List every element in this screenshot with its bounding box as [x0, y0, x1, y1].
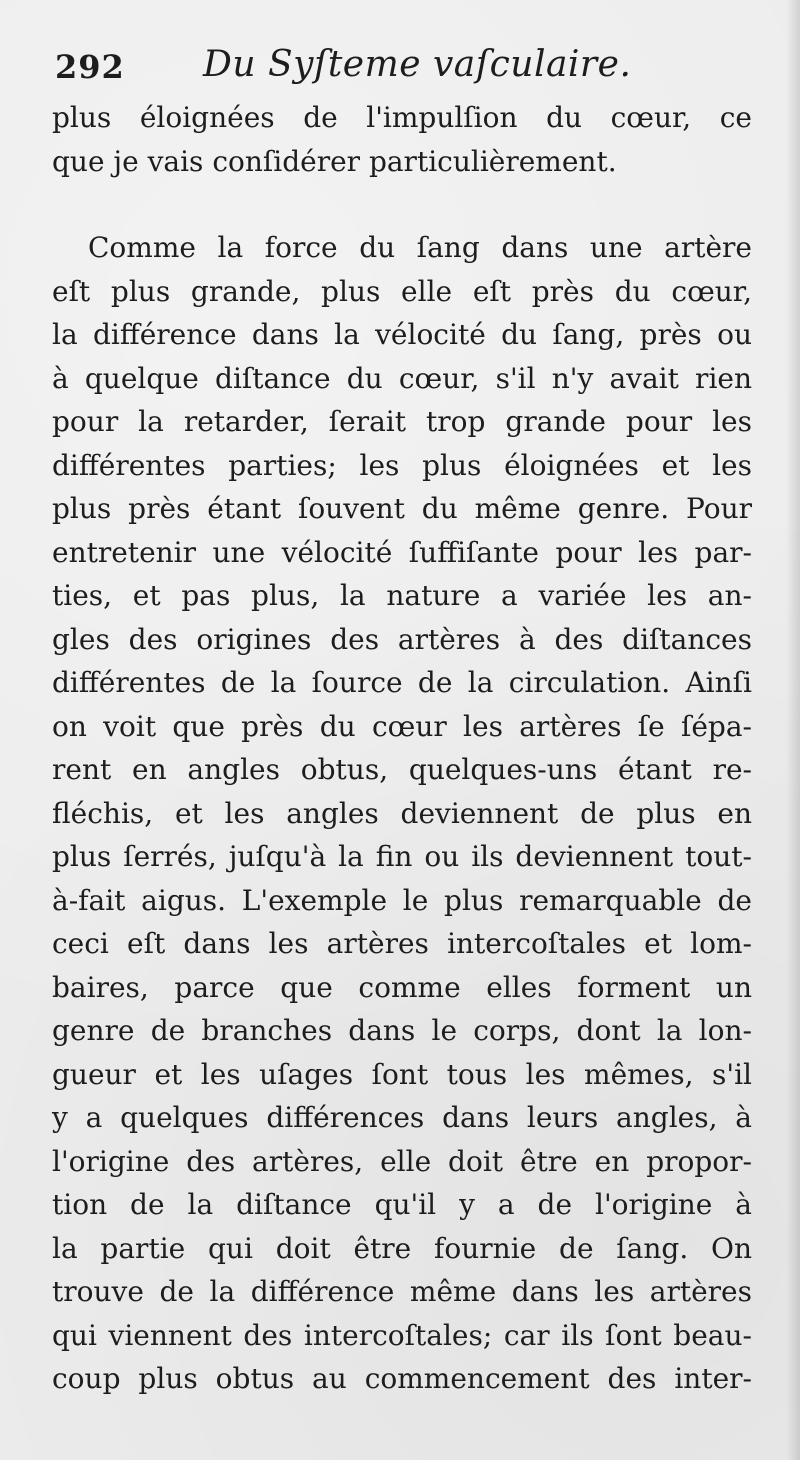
text-line: eſt plus grande, plus elle eſt près du cœur, — [52, 274, 752, 308]
running-title: Du Syſteme vaſculaire. — [203, 44, 632, 85]
text-line: rent en angles obtus, quelques-uns étant re- — [52, 753, 752, 786]
text-line: plus éloignées de l'impulſion du cœur, ce — [52, 101, 752, 134]
page-edge-shadow — [786, 0, 800, 1460]
page-number: 292 — [55, 48, 125, 86]
text-line: entretenir une vélocité ſuffiſante pour les par- — [52, 535, 752, 569]
body-text — [52, 96, 752, 1401]
text-line: qui viennent des intercoſtales; car ils ſont beau- — [52, 1318, 752, 1352]
text-line: gles des origines des artères à des diſtances — [52, 622, 752, 656]
text-line: que je vais conſidérer particulièrement. — [52, 144, 617, 178]
text-line: plus ſerrés, juſqu'à la fin ou ils deviennent tout- — [52, 840, 752, 873]
text-line: gueur et les uſages ſont tous les mêmes, s'il — [52, 1057, 752, 1091]
text-line: baires, parce que comme elles forment un — [52, 970, 752, 1004]
text-line: à quelque diſtance du cœur, s'il n'y avait rien — [52, 361, 752, 395]
text-line: l'origine des artères, elle doit être en propor- — [52, 1144, 752, 1178]
text-line: tion de la diſtance qu'il y a de l'origine à — [52, 1188, 752, 1221]
text-line: à-fait aigus. L'exemple le plus remarquable de — [52, 883, 752, 917]
text-line: la partie qui doit être fournie de ſang. On — [52, 1231, 752, 1265]
text-line: différentes parties; les plus éloignées et les — [52, 448, 752, 482]
page-header — [55, 40, 755, 92]
text-line: différentes de la ſource de la circulation. Ainſi — [52, 666, 752, 699]
text-line: coup plus obtus au commencement des inter- — [52, 1362, 752, 1395]
text-line: ties, et pas plus, la nature a variée les an- — [52, 579, 752, 612]
text-line: on voit que près du cœur les artères ſe ſépa- — [52, 709, 752, 743]
text-line: ceci eſt dans les artères intercoſtales et lom- — [52, 927, 752, 960]
text-line: trouve de la différence même dans les artères — [52, 1275, 752, 1308]
paragraph-gap — [52, 183, 752, 226]
text-line: Comme la force du ſang dans une artère — [88, 231, 752, 264]
text-line: plus près étant ſouvent du même genre. Pour — [52, 492, 752, 525]
text-line: genre de branches dans le corps, dont la lon- — [52, 1014, 752, 1047]
text-line: y a quelques différences dans leurs angles, à — [52, 1101, 752, 1134]
text-line: pour la retarder, ſerait trop grande pour les — [52, 405, 752, 438]
text-line: fléchis, et les angles deviennent de plus en — [52, 796, 752, 830]
text-line: la différence dans la vélocité du ſang, près ou — [52, 318, 752, 351]
